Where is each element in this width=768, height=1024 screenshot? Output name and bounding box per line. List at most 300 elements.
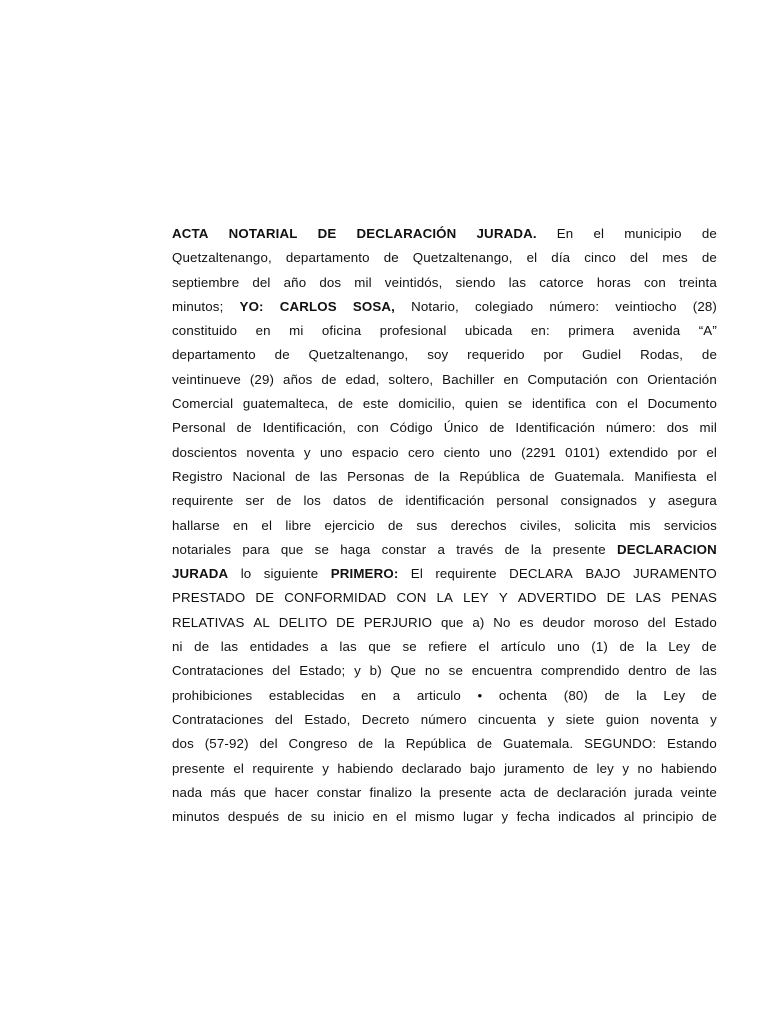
word: Registro: [172, 468, 223, 484]
bold-word: CARLOS: [279, 298, 337, 314]
word: habiendo: [337, 760, 394, 776]
word: de: [321, 371, 337, 387]
word: de: [274, 347, 290, 363]
word: ser: [245, 493, 265, 509]
word: a: [392, 687, 401, 703]
word: noventa: [650, 711, 699, 727]
text-line: [172, 226, 717, 250]
word: principio: [642, 809, 694, 825]
word: de: [529, 468, 545, 484]
word: año: [283, 274, 307, 290]
word: minutos: [172, 809, 220, 825]
bold-word: DE: [317, 226, 337, 241]
word: finalizo: [369, 784, 413, 800]
word: establecidas: [268, 687, 345, 703]
word: (80): [563, 687, 589, 703]
word: lugar: [462, 809, 494, 825]
word: se: [314, 541, 330, 557]
word: Código: [389, 420, 433, 436]
word: Contrataciones: [172, 663, 264, 679]
word: profesional: [379, 323, 447, 339]
word: Comercial: [172, 396, 234, 412]
word: el: [526, 250, 538, 266]
word: servicios: [663, 517, 717, 533]
word: DE: [255, 590, 275, 606]
word: por: [677, 444, 698, 460]
word: departamento: [172, 347, 256, 363]
text-line: [172, 518, 717, 542]
word: de: [604, 687, 620, 703]
word: refiere: [428, 639, 468, 655]
word: el: [593, 226, 605, 241]
word: Identificación: [515, 420, 596, 436]
word: no: [424, 663, 440, 679]
word: República: [459, 468, 520, 484]
text-line: [172, 688, 717, 712]
word: inicio: [333, 809, 365, 825]
word: jurada: [634, 784, 673, 800]
text-line: [172, 566, 717, 590]
word: datos: [332, 493, 367, 509]
word: departamento: [285, 250, 370, 266]
word: Que: [390, 663, 417, 679]
word: la: [530, 541, 542, 557]
word: edad,: [345, 371, 380, 387]
word: catorce: [539, 274, 584, 290]
word: espacio: [351, 444, 399, 460]
bold-word: NOTARIAL: [228, 226, 298, 241]
word: encuentra: [471, 663, 533, 679]
word: dos: [319, 274, 342, 290]
word: no: [637, 760, 653, 776]
word: Gudiel: [581, 347, 622, 363]
word: AL: [253, 614, 270, 630]
word: prohibiciones: [172, 687, 253, 703]
word: cinco: [584, 250, 617, 266]
word: primera: [568, 323, 615, 339]
word: consignados: [560, 493, 637, 509]
word: y: [649, 493, 656, 509]
word: CON: [396, 590, 427, 606]
word: de: [387, 517, 404, 533]
word: dos: [172, 736, 194, 752]
word: de: [701, 250, 717, 266]
word: Estado,: [304, 711, 351, 727]
text-line: [172, 372, 717, 396]
word: oficina: [321, 323, 362, 339]
word: El: [410, 566, 423, 582]
word: y: [303, 444, 311, 460]
word: Quetzaltenango,: [308, 347, 409, 363]
word: guion: [605, 711, 640, 727]
word: (57-92): [204, 736, 249, 752]
word: en: [233, 517, 249, 533]
word: PERJURIO: [363, 614, 433, 630]
word: a: [320, 639, 328, 655]
word: moroso: [593, 614, 639, 630]
word: quien: [464, 396, 499, 412]
word: guatemalteca,: [242, 396, 329, 412]
word: la: [420, 784, 431, 800]
word: civiles,: [519, 517, 562, 533]
word: LA: [436, 590, 454, 606]
word: el: [706, 468, 717, 484]
word: que: [243, 784, 267, 800]
word: y: [501, 809, 509, 825]
text-line: [172, 615, 717, 639]
word: Contrataciones: [172, 711, 264, 727]
word: asegura: [667, 493, 717, 509]
word: hallarse: [172, 517, 220, 533]
word: DECLARA: [509, 566, 573, 582]
word: Guatemala.: [502, 736, 574, 752]
word: el: [706, 444, 717, 460]
word: ochenta: [498, 687, 548, 703]
word: (29): [249, 371, 275, 387]
text-line: [172, 736, 717, 760]
word: y: [322, 760, 330, 776]
word: mis: [629, 517, 651, 533]
word: ni: [172, 639, 183, 655]
word: que: [440, 614, 464, 630]
word: que: [280, 541, 304, 557]
word: mil: [354, 274, 372, 290]
word: bajo: [469, 760, 496, 776]
word: veintinueve: [172, 371, 241, 387]
word: en: [503, 371, 519, 387]
word: municipio: [624, 226, 682, 241]
word: constar: [316, 784, 362, 800]
word: presente: [438, 784, 492, 800]
word: siguiente: [263, 566, 319, 582]
word: de: [701, 639, 717, 655]
word: las: [339, 639, 357, 655]
word: Estado: [674, 614, 717, 630]
word: del: [647, 614, 666, 630]
word: uno: [489, 444, 512, 460]
word: solicita: [574, 517, 617, 533]
word: través: [456, 541, 494, 557]
word: Nacional: [232, 468, 286, 484]
word: ADVERTIDO: [517, 590, 597, 606]
word: de: [572, 760, 589, 776]
word: en:: [530, 323, 550, 339]
word: Personal: [172, 420, 226, 436]
word: veintidós,: [384, 274, 443, 290]
word: veintiocho: [615, 298, 677, 314]
text-line: [172, 590, 717, 614]
word: LAS: [635, 590, 662, 606]
bold-word: JURADA.: [476, 226, 537, 241]
word: veinte: [680, 784, 717, 800]
word: número: [420, 711, 467, 727]
word: septiembre: [172, 274, 240, 290]
word: En: [556, 226, 574, 241]
text-line: [172, 275, 717, 299]
text-line: [172, 250, 717, 274]
word: de: [236, 420, 252, 436]
word: la: [439, 468, 450, 484]
word: de: [276, 493, 292, 509]
word: ubicada: [464, 323, 513, 339]
word: Ley: [663, 687, 686, 703]
bold-word: DECLARACIÓN: [356, 226, 457, 241]
word: Manifiesta: [634, 468, 697, 484]
word: uno: [557, 639, 580, 655]
word: Decreto: [361, 711, 410, 727]
word: de: [701, 809, 717, 825]
word: mil: [699, 420, 717, 436]
word: de: [701, 687, 717, 703]
word: Guatemala.: [554, 468, 625, 484]
word: declaración: [556, 784, 627, 800]
word: requerido: [467, 347, 525, 363]
word: de: [383, 250, 399, 266]
word: fecha: [516, 809, 550, 825]
word: se: [402, 639, 417, 655]
word: mi: [289, 323, 304, 339]
word: del: [630, 250, 649, 266]
word: de: [378, 493, 394, 509]
word: de: [675, 663, 691, 679]
word: las: [319, 468, 338, 484]
word: del: [259, 736, 278, 752]
word: ejercicio: [324, 517, 375, 533]
word: deudor: [542, 614, 585, 630]
word: declarado: [401, 760, 462, 776]
bold-word: DECLARACION: [616, 541, 717, 557]
word: mes: [662, 250, 688, 266]
word: (2291: [521, 444, 556, 460]
word: noventa: [246, 444, 295, 460]
word: identificación: [405, 493, 485, 509]
word: PRESTADO: [172, 590, 246, 606]
word: minutos;: [172, 298, 224, 314]
word: siendo: [455, 274, 496, 290]
word: CONFORMIDAD: [284, 590, 387, 606]
word: de: [194, 639, 210, 655]
word: Congreso: [288, 736, 348, 752]
word: sus: [416, 517, 438, 533]
word: después: [227, 809, 280, 825]
word: identifica: [532, 396, 586, 412]
word: de: [504, 541, 520, 557]
text-line: [172, 323, 717, 347]
text-line: [172, 809, 717, 833]
word: de: [338, 396, 354, 412]
word: de: [477, 736, 493, 752]
word: y: [547, 711, 555, 727]
word: República: [405, 736, 467, 752]
word: la: [636, 687, 647, 703]
word: los: [303, 493, 321, 509]
text-line: [172, 396, 717, 420]
word: JURAMENTO: [633, 566, 717, 582]
word: dos: [666, 420, 689, 436]
word: la: [384, 736, 395, 752]
word: su: [310, 809, 326, 825]
word: presente: [172, 760, 225, 776]
word: mismo: [414, 809, 455, 825]
word: (1): [591, 639, 608, 655]
word: las: [220, 639, 239, 655]
text-line: [172, 761, 717, 785]
word: Único: [443, 420, 479, 436]
word: con: [595, 396, 618, 412]
word: Identificación,: [262, 420, 347, 436]
word: No: [493, 614, 511, 630]
text-line: [172, 347, 717, 371]
word: articulo: [416, 687, 461, 703]
text-line: [172, 299, 717, 323]
word: indicados: [558, 809, 616, 825]
word: •: [477, 687, 483, 703]
word: Quetzaltenango,: [412, 250, 513, 266]
text-line: [172, 712, 717, 736]
word: nada: [172, 784, 203, 800]
word: cincuenta: [478, 711, 537, 727]
word: del: [252, 274, 271, 290]
word: derechos: [450, 517, 507, 533]
word: día: [551, 250, 571, 266]
word: y: [710, 711, 717, 727]
bold-word: JURADA: [172, 566, 229, 582]
bold-word: YO:: [239, 298, 264, 314]
word: dentro: [628, 663, 667, 679]
word: siete: [565, 711, 595, 727]
word: de: [358, 736, 374, 752]
text-line: [172, 639, 717, 663]
word: lo: [240, 566, 252, 582]
word: que: [368, 639, 391, 655]
word: acta: [499, 784, 526, 800]
word: más: [210, 784, 236, 800]
text-line: [172, 493, 717, 517]
word: y: [354, 663, 361, 679]
word: requirente: [252, 760, 314, 776]
word: requirente: [172, 493, 234, 509]
word: el: [627, 396, 638, 412]
word: RELATIVAS: [172, 614, 245, 630]
word: y: [622, 760, 630, 776]
word: soltero,: [388, 371, 434, 387]
bold-word: SOSA,: [352, 298, 396, 314]
word: de: [295, 468, 311, 484]
word: Quetzaltenango,: [172, 250, 272, 266]
word: entidades: [249, 639, 309, 655]
bold-word: ACTA: [172, 226, 209, 241]
word: ciento: [443, 444, 481, 460]
word: el: [233, 760, 245, 776]
word: con: [643, 274, 666, 290]
word: domicilio,: [398, 396, 456, 412]
word: la: [646, 639, 657, 655]
word: Y: [498, 590, 508, 606]
word: con: [357, 420, 379, 436]
word: a): [472, 614, 485, 630]
word: años: [283, 371, 313, 387]
word: Documento: [647, 396, 717, 412]
word: Personas: [347, 468, 405, 484]
word: “A”: [698, 323, 717, 339]
word: ley: [596, 760, 614, 776]
text-line: [172, 445, 717, 469]
word: el: [478, 639, 490, 655]
word: colegiado: [474, 298, 534, 314]
word: de: [414, 468, 430, 484]
word: Bachiller: [442, 371, 495, 387]
word: el: [395, 809, 407, 825]
word: doscientos: [172, 444, 238, 460]
word: de: [619, 639, 635, 655]
word: treinta: [678, 274, 717, 290]
word: de: [701, 347, 717, 363]
word: Rodas,: [640, 347, 684, 363]
word: por: [543, 347, 564, 363]
word: libre: [285, 517, 312, 533]
word: SEGUNDO:: [584, 736, 657, 752]
text-line: [172, 420, 717, 444]
word: las: [699, 663, 717, 679]
word: número:: [549, 298, 600, 314]
word: BAJO: [585, 566, 621, 582]
word: es: [519, 614, 534, 630]
word: horas: [596, 274, 631, 290]
word: DE: [336, 614, 355, 630]
word: cero: [407, 444, 435, 460]
word: en: [361, 687, 377, 703]
word: Ley: [668, 639, 691, 655]
word: b): [369, 663, 382, 679]
word: PENAS: [671, 590, 717, 606]
word: DELITO: [278, 614, 328, 630]
word: avenida: [632, 323, 681, 339]
word: este: [362, 396, 389, 412]
word: con: [616, 371, 639, 387]
word: haga: [340, 541, 371, 557]
word: requirente: [435, 566, 497, 582]
word: del: [272, 663, 291, 679]
text-line: [172, 663, 717, 687]
word: en: [255, 323, 271, 339]
word: constituido: [172, 323, 238, 339]
word: Computación: [527, 371, 608, 387]
word: habiendo: [661, 760, 717, 776]
word: hacer: [274, 784, 309, 800]
text-line: [172, 785, 717, 809]
word: comprendido: [540, 663, 620, 679]
word: Estado;: [299, 663, 346, 679]
word: de: [533, 784, 549, 800]
word: constar: [381, 541, 427, 557]
text-line: [172, 542, 717, 566]
word: al: [623, 809, 635, 825]
word: 0101): [565, 444, 600, 460]
text-line: [172, 469, 717, 493]
word: soy: [427, 347, 449, 363]
word: juramento: [504, 760, 565, 776]
word: LEY: [463, 590, 489, 606]
word: para: [242, 541, 270, 557]
word: notariales: [172, 541, 232, 557]
word: DE: [606, 590, 626, 606]
word: se: [507, 396, 523, 412]
word: las: [508, 274, 527, 290]
word: de: [287, 809, 303, 825]
word: se: [448, 663, 464, 679]
bold-word: PRIMERO:: [330, 566, 399, 582]
document-body: [172, 226, 717, 833]
